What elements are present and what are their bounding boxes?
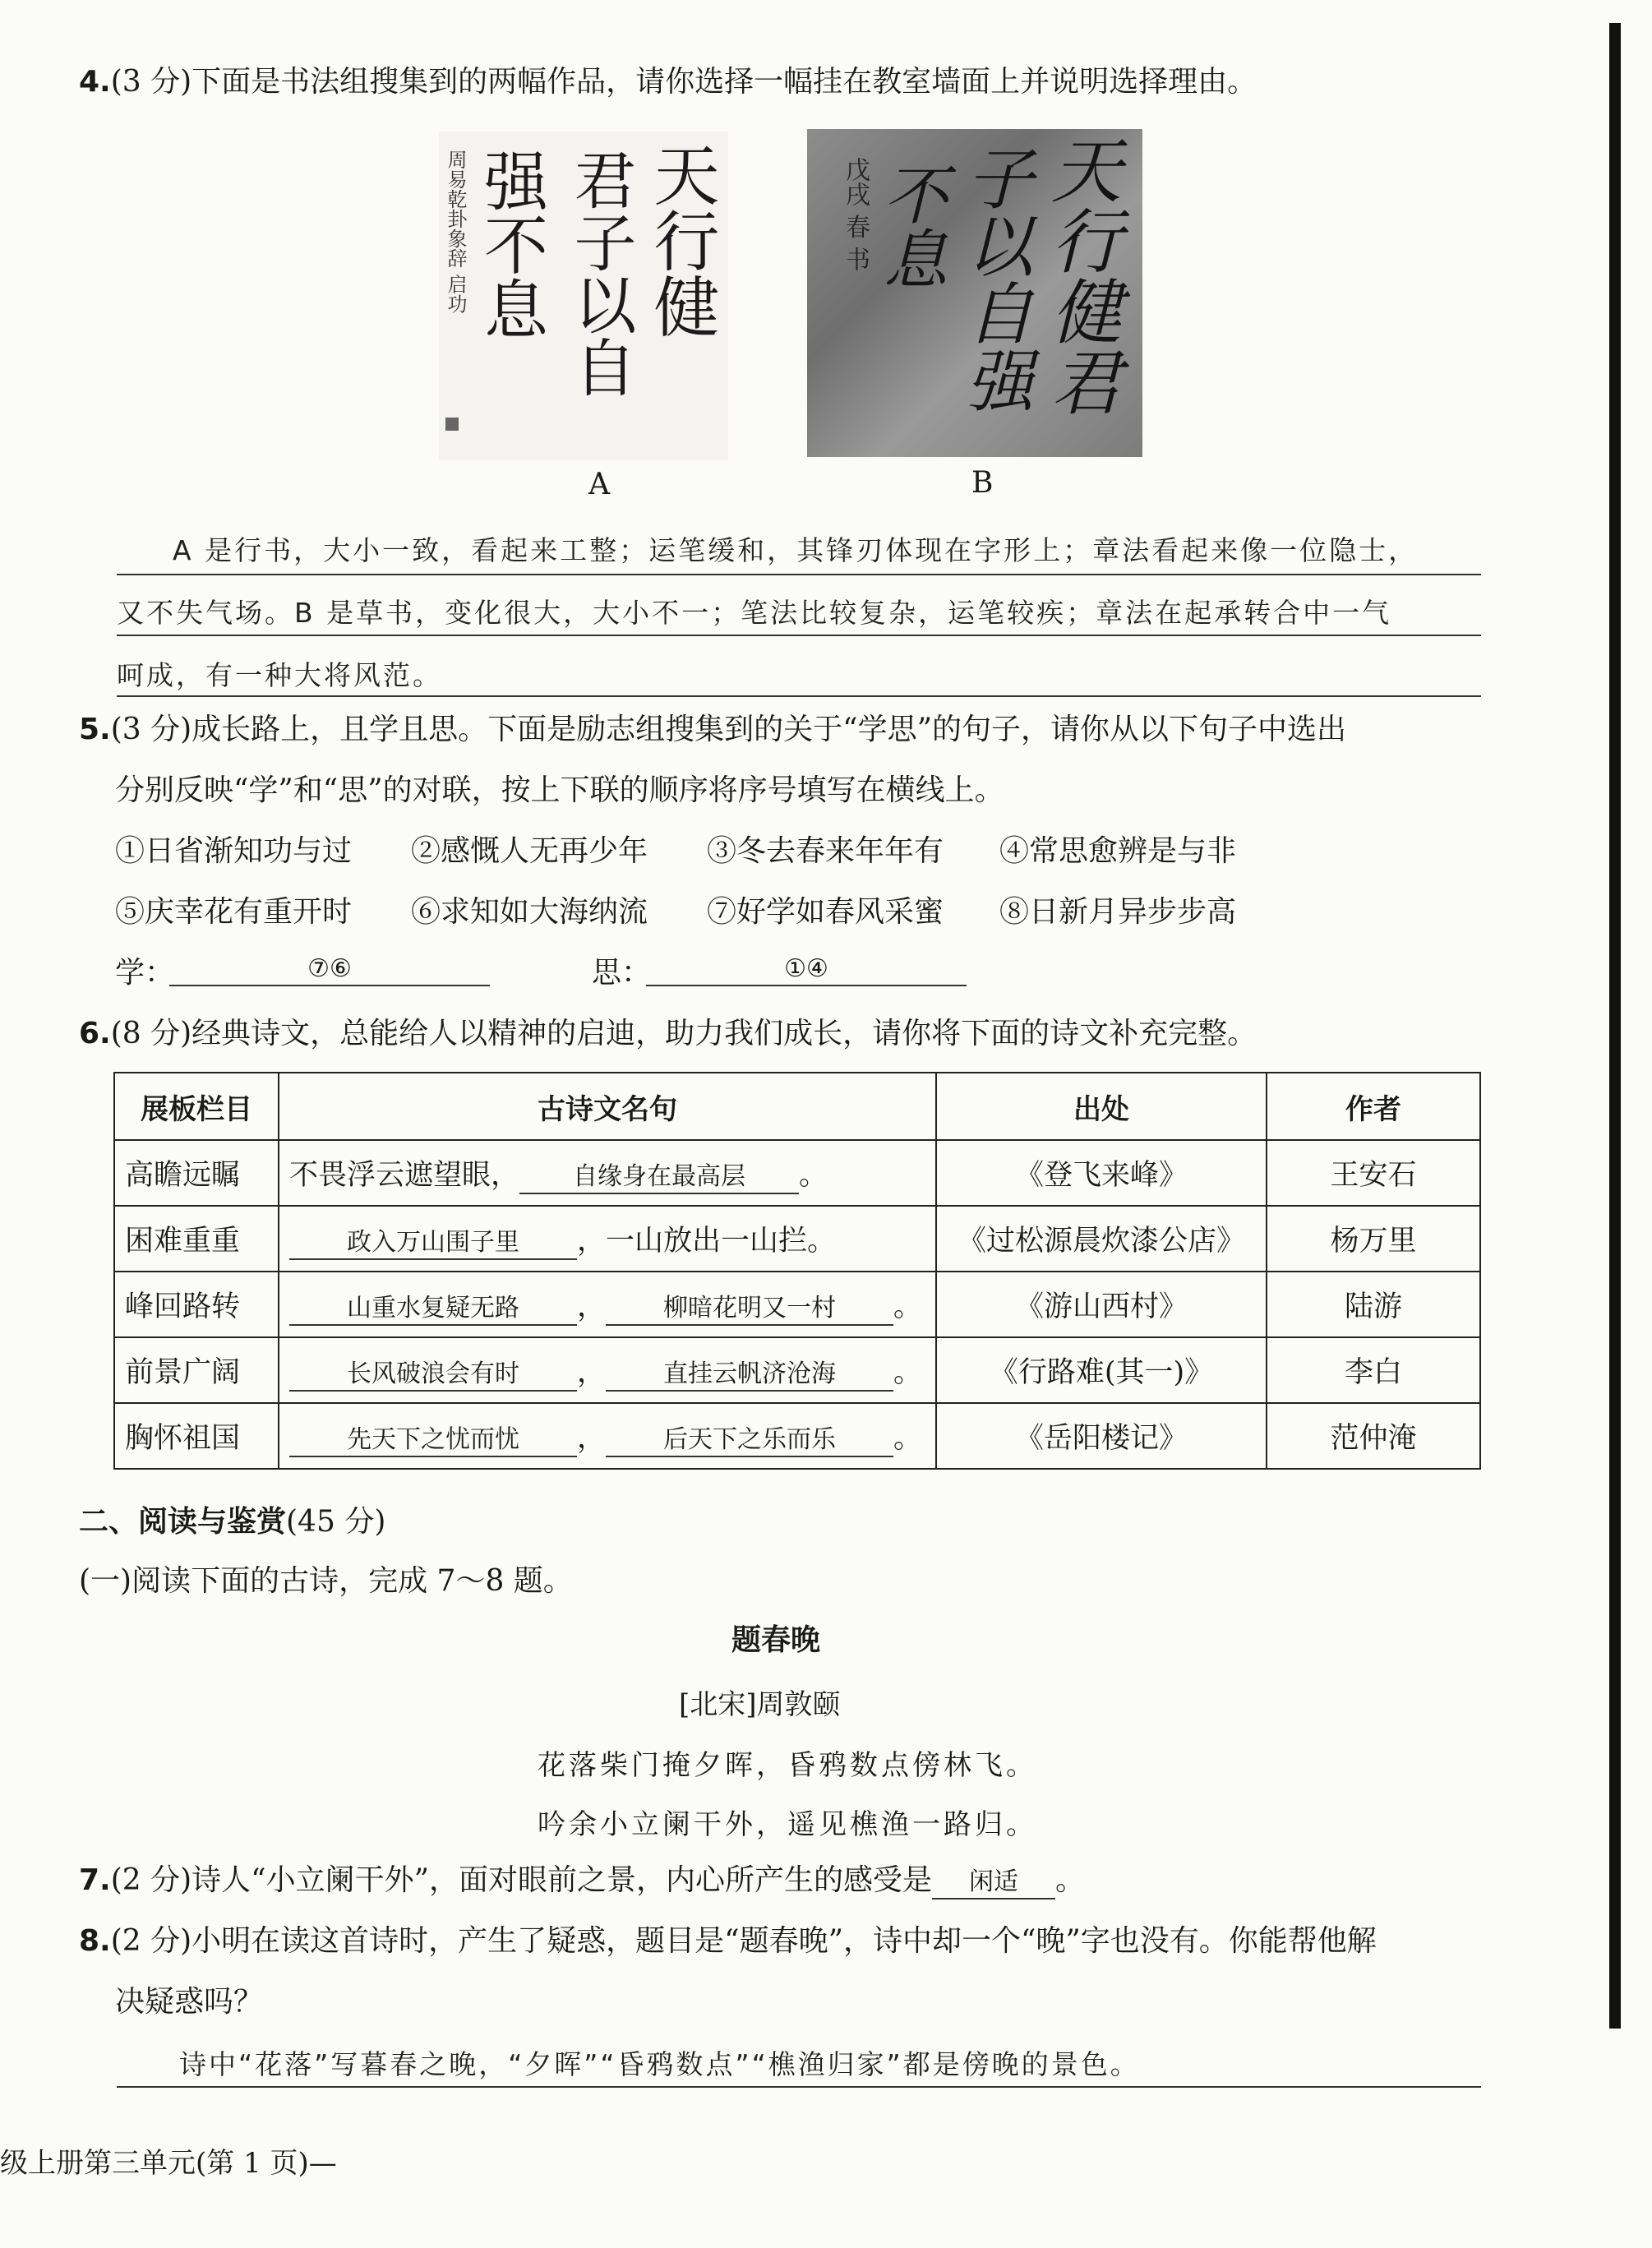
q5-option-2: ②感慨人无再少年 [411,834,648,868]
image-b-label: B [971,466,994,500]
table-row [114,1272,1480,1337]
calligraphy-image-b [807,129,1142,457]
verse-comma: ， [577,1355,607,1389]
calligraphy-image-a [439,132,728,460]
q5-prompt-line-1 [79,712,1346,748]
verse-answer-blank-2[interactable]: 直挂云帆济沧海 [606,1359,893,1392]
row-source: 《行路难(其一)》 [936,1337,1267,1403]
row-verse [279,1403,936,1469]
q5-xue-field[interactable] [169,953,490,986]
table-row [114,1206,1480,1272]
verse-given-text: ，一山放出一山拦。 [577,1224,837,1258]
verse-comma: ， [577,1421,607,1455]
row-topic: 困难重重 [114,1206,279,1272]
image-b-col1: 天行健君 [1039,134,1121,417]
scan-edge-bar [1609,23,1621,2029]
q5-xue-answer: ⑦⑥ [169,953,490,986]
verse-answer-blank-1[interactable]: 长风破浪会有时 [289,1359,577,1392]
image-b-col3: 不息 [873,162,947,290]
row-author: 王安石 [1267,1140,1480,1206]
q7-text: (2 分)诗人“小立阑干外”，面对眼前之景，内心所产生的感受是 [110,1863,932,1897]
row-verse [279,1337,936,1403]
verse-answer-blank-1[interactable]: 山重水复疑无路 [289,1293,577,1326]
row-author: 杨万里 [1267,1206,1480,1272]
poem-line-2: 吟余小立阑干外，遥见樵渔一路归。 [538,1808,1037,1841]
verse-answer-blank-2[interactable]: 柳暗花明又一村 [606,1293,893,1326]
row-source: 《过松源晨炊漆公店》 [936,1206,1267,1272]
image-a-col1: 天行健 [643,141,719,339]
q5-option-4: ④常思愈辨是与非 [999,834,1237,868]
q5-number: 5. [79,713,111,746]
q4-number: 4. [79,65,111,99]
row-author: 陆游 [1267,1272,1480,1337]
image-b-col2: 子以自强 [955,144,1033,413]
verse-punct: 。 [799,1158,828,1192]
verse-comma: ， [577,1290,607,1323]
verse-punct: 。 [893,1290,923,1323]
verse-given-text: 不畏浮云遮望眼， [289,1158,520,1192]
q5-option-5: ⑤庆幸花有重开时 [115,895,353,929]
q6-number: 6. [79,1017,111,1050]
q5-xue-label: 学： [115,956,175,990]
table-row [114,1337,1480,1403]
q5-option-6: ⑥求知如大海纳流 [411,895,648,929]
row-source: 《岳阳楼记》 [936,1403,1267,1469]
row-author: 李白 [1267,1337,1480,1403]
table-row [114,1403,1480,1469]
q5-option-8: ⑧日新月异步步高 [999,895,1237,929]
verse-answer-blank-1[interactable]: 先天下之忧而忧 [289,1424,577,1457]
header-author: 作者 [1267,1073,1480,1140]
verse-punct: 。 [893,1421,923,1455]
q7-number: 7. [79,1863,111,1897]
row-topic: 峰回路转 [114,1272,279,1337]
section-2-title: 二、阅读与鉴赏 [79,1505,287,1539]
q5-si-field[interactable] [646,953,967,986]
q4-answer-rule-3 [117,695,1481,697]
row-author: 范仲淹 [1267,1403,1480,1469]
q5-prompt-line-2: 分别反映“学”和“思”的对联，按上下联的顺序将序号填写在横线上。 [115,773,1004,807]
header-topic: 展板栏目 [114,1073,279,1140]
image-a-seal [445,418,459,431]
image-a-col3: 强不息 [473,148,547,340]
poem-title: 题春晚 [731,1623,821,1657]
row-verse [279,1140,936,1206]
q8-prompt-line-2: 决疑惑吗？ [115,1985,264,2019]
q8-prompt-line-1 [79,1923,1377,1959]
q5-option-1: ①日省渐知功与过 [115,834,353,868]
q5-si-label: 思： [592,956,652,990]
q7-answer-blank[interactable]: 闲适 [932,1867,1055,1899]
row-topic: 胸怀祖国 [114,1403,279,1469]
table-row [114,1140,1480,1206]
verse-answer-blank[interactable]: 自缘身在最高层 [519,1161,799,1194]
row-verse [279,1206,936,1272]
row-topic: 高瞻远瞩 [114,1140,279,1206]
q5-si-answer: ①④ [646,953,967,986]
section-2-sub: (一)阅读下面的古诗，完成 7～8 题。 [79,1564,573,1598]
q8-text-1: (2 分)小明在读这首诗时，产生了疑惑，题目是“题春晚”，诗中却一个“晚”字也没有。你能帮他解 [110,1924,1377,1958]
row-source: 《登飞来峰》 [936,1140,1267,1206]
section-2-score: (45 分) [286,1505,386,1539]
q4-answer-line-1: A 是行书，大小一致，看起来工整；运笔缓和，其锋刃体现在字形上；章法看起来像一位隐士， [173,534,1419,566]
q4-prompt [79,64,1257,100]
q4-answer-line-2: 又不失气场。B 是草书，变化很大，大小不一；笔法比较复杂，运笔较疾；章法在起承转合中一气 [117,597,1392,629]
verse-answer-blank-2[interactable]: 后天下之乐而乐 [606,1424,893,1457]
image-a-col2: 君子以自 [564,148,637,398]
q8-number: 8. [79,1924,111,1958]
poem-line-1: 花落柴门掩夕晖，昏鸦数点傍林飞。 [538,1749,1037,1782]
q4-answer-rule-2 [117,635,1481,636]
q6-prompt [79,1016,1257,1052]
q5-text-1: (3 分)成长路上，且学且思。下面是励志组搜集到的关于“学思”的句子，请你从以下句子中选出 [110,713,1346,746]
section-2-heading [79,1504,385,1540]
verse-answer-blank[interactable]: 政入万山围子里 [289,1227,577,1260]
image-a-signature: 周易乾卦象辞 启功 [444,150,467,314]
q7-punct: 。 [1054,1863,1085,1897]
row-verse [279,1272,936,1337]
q7-prompt [79,1863,1085,1899]
q5-option-7: ⑦好学如春风采蜜 [707,895,944,929]
q8-answer-rule [117,2086,1481,2088]
header-verse: 古诗文名句 [279,1073,936,1140]
page-footer: 级上册第三单元(第 1 页)— [0,2147,337,2180]
q5-option-3: ③冬去春来年年有 [707,834,944,868]
image-a-label: A [588,468,610,501]
verse-punct: 。 [893,1355,923,1389]
image-b-signature: 戊戌 春 书 [841,157,870,272]
q4-answer-line-3: 呵成，有一种大将风范。 [117,659,442,691]
q8-answer: 诗中“花落”写暮春之晚，“夕晖”“昏鸦数点”“樵渔归家”都是傍晚的景色。 [179,2048,1140,2080]
poem-author: [北宋]周敦颐 [679,1688,841,1721]
q6-poetry-table [113,1072,1481,1470]
row-topic: 前景广阔 [114,1337,279,1403]
table-header-row [114,1073,1480,1140]
q4-text: (3 分)下面是书法组搜集到的两幅作品，请你选择一幅挂在教室墙面上并说明选择理由。 [110,65,1257,99]
row-source: 《游山西村》 [936,1272,1267,1337]
q6-text: (8 分)经典诗文，总能给人以精神的启迪，助力我们成长，请你将下面的诗文补充完整。 [110,1017,1257,1050]
q4-answer-rule-1 [117,574,1481,575]
header-source: 出处 [936,1073,1267,1140]
